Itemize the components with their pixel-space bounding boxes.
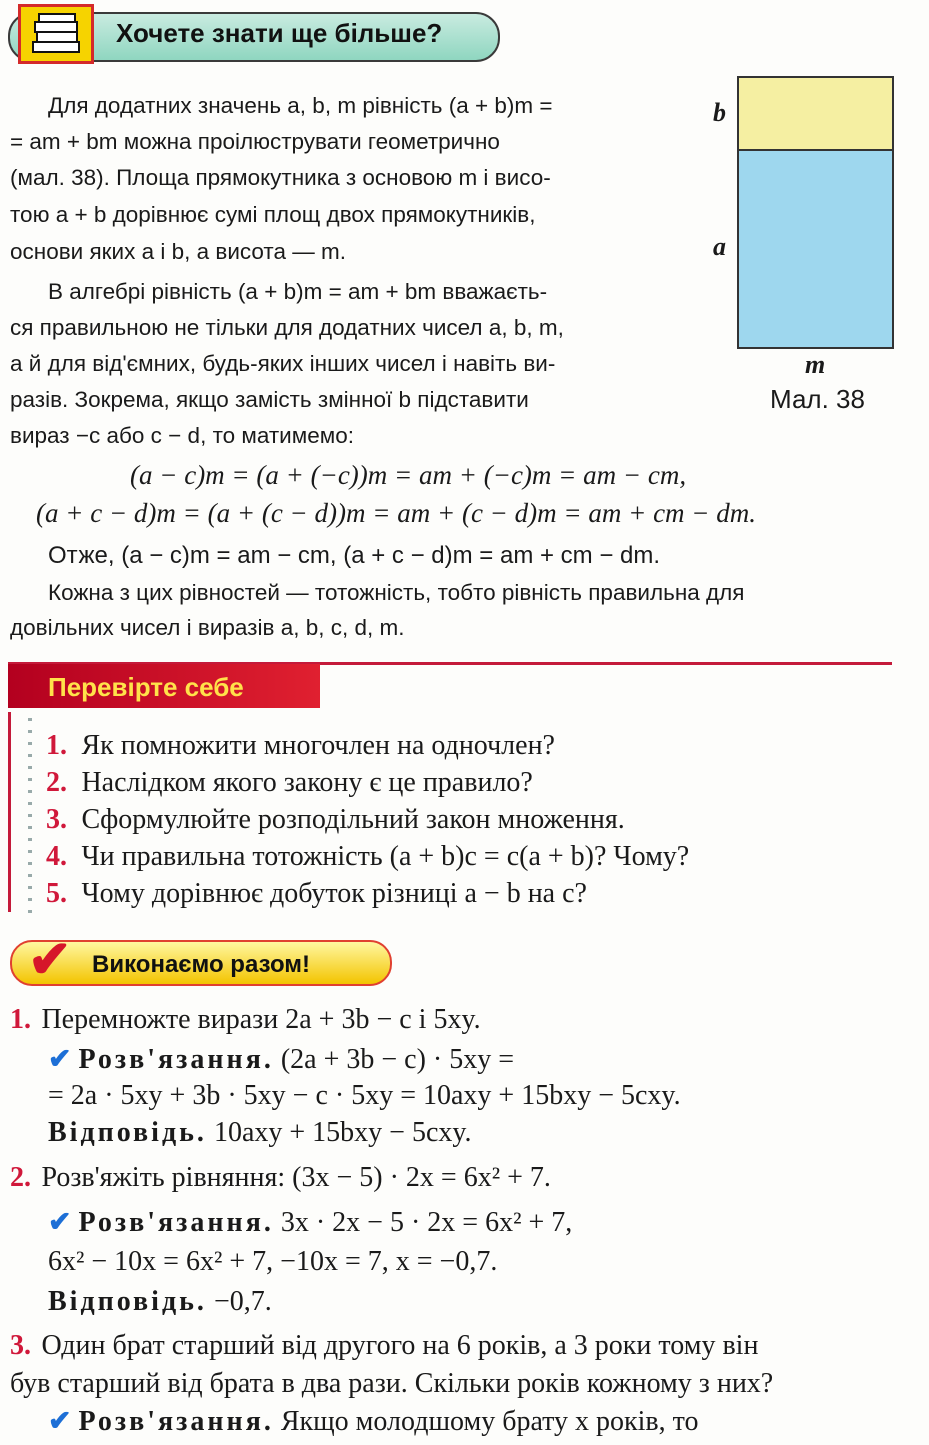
text-line: тою a + b дорівнює сумі площ двох прямокутників, xyxy=(10,202,536,227)
conclusion-line: довільних чисел і виразів a, b, c, d, m. xyxy=(10,615,405,640)
check-icon: ✔ xyxy=(48,1207,72,1238)
solution-line xyxy=(48,1404,698,1438)
solution-line: = 2a · 5xy + 3b · 5xy − c · 5xy = 10axy + 15bxy − 5cxy. xyxy=(48,1080,681,1111)
solution-label: Розв'язання. xyxy=(78,1406,274,1437)
dotted-line xyxy=(28,718,32,914)
solution-line xyxy=(48,1205,572,1239)
figure-rect-a xyxy=(737,149,894,349)
exercise-number: 2. xyxy=(10,1162,31,1193)
text-line: В алгебрі рівність (a + b)m = am + bm вважаєть- xyxy=(48,279,548,304)
question-text: Як помножити многочлен на одночлен? xyxy=(81,730,555,761)
answer-line xyxy=(48,1286,272,1318)
text-line: разів. Зокрема, якщо замість змінної b підставити xyxy=(10,387,529,412)
exercise-task: Перемножте вирази 2a + 3b − c і 5xy. xyxy=(41,1004,481,1035)
check-icon: ✔ xyxy=(48,1044,72,1075)
equation-1: (a − c)m = (a + (−c))m = am + (−c)m = am − cm, xyxy=(130,460,687,490)
exercise-2 xyxy=(10,1162,551,1194)
section-title: Хочете знати ще більше? xyxy=(116,18,443,48)
answer-label: Відповідь. xyxy=(48,1117,207,1148)
figure-rect-b xyxy=(737,76,894,151)
answer-label: Відповідь. xyxy=(48,1286,207,1317)
checkmark-icon: ✔ xyxy=(28,931,72,989)
text-line: основи яких a і b, а висота — m. xyxy=(10,239,346,264)
question-item xyxy=(46,878,587,910)
solution-label: Розв'язання. xyxy=(78,1044,274,1075)
solution-line: 6x² − 10x = 6x² + 7, −10x = 7, x = −0,7. xyxy=(48,1246,498,1277)
solution-line xyxy=(48,1042,514,1076)
question-item xyxy=(46,841,689,873)
figure-label-b: b xyxy=(713,98,726,127)
question-item xyxy=(46,804,625,836)
exercise-1 xyxy=(10,1004,481,1036)
figure-caption: Мал. 38 xyxy=(770,384,865,414)
intro-paragraph-2 xyxy=(10,274,682,464)
question-number: 5. xyxy=(46,878,67,909)
solution-text: 3x · 2x − 5 · 2x = 6x² + 7, xyxy=(280,1207,573,1238)
text-line: (мал. 38). Площа прямокутника з основою m і висо- xyxy=(10,165,551,190)
section-sidebar-line xyxy=(8,712,11,912)
solution-text: (2a + 3b − c) · 5xy = xyxy=(280,1044,515,1075)
question-item xyxy=(46,730,555,762)
equation-2: (a + c − d)m = (a + (c − d))m = am + (c − d)m = am + cm − dm. xyxy=(36,498,757,528)
question-item xyxy=(46,767,533,799)
answer-text: −0,7. xyxy=(213,1286,272,1317)
question-text: Чому дорівнює добуток різниці a − b на c? xyxy=(81,878,587,909)
exercise-number: 1. xyxy=(10,1004,31,1035)
solution-label: Розв'язання. xyxy=(78,1207,274,1238)
exercise-task: Один брат старший від другого на 6 років, а 3 роки тому він xyxy=(41,1330,759,1361)
conclusion-line: Отже, (a − c)m = am − cm, (a + c − d)m = am + cm − dm. xyxy=(48,542,661,569)
solution-text: Якщо молодшому брату x років, то xyxy=(280,1406,699,1437)
question-text: Наслідком якого закону є це правило? xyxy=(81,767,533,798)
check-icon: ✔ xyxy=(48,1406,72,1437)
question-number: 3. xyxy=(46,804,67,835)
books-icon xyxy=(18,4,94,64)
question-number: 1. xyxy=(46,730,67,761)
answer-text: 10axy + 15bxy − 5cxy. xyxy=(213,1117,472,1148)
exercise-task: Розв'яжіть рівняння: (3x − 5) · 2x = 6x² + 7. xyxy=(41,1162,551,1193)
text-line: Для додатних значень a, b, m рівність (a + b)m = xyxy=(48,93,553,118)
conclusion-line: Кожна з цих рівностей — тотожність, тобто рівність правильна для xyxy=(48,580,745,605)
question-text: Сформулюйте розподільний закон множення. xyxy=(81,804,625,835)
intro-paragraph-1 xyxy=(10,88,682,278)
figure-label-m: m xyxy=(805,350,826,379)
text-line: ся правильною не тільки для додатних чисел a, b, m, xyxy=(10,315,564,340)
answer-line xyxy=(48,1117,472,1149)
text-line: = am + bm можна проілюструвати геометрично xyxy=(10,129,500,154)
text-line: вираз −c або c − d, то матимемо: xyxy=(10,423,354,448)
exercise-3 xyxy=(10,1330,758,1362)
text-line: а й для від'ємних, будь-яких інших чисел і навіть ви- xyxy=(10,351,556,376)
check-yourself-title: Перевірте себе xyxy=(48,672,244,702)
question-text: Чи правильна тотожність (a + b)c = c(a + b)? Чому? xyxy=(81,841,690,872)
question-number: 4. xyxy=(46,841,67,872)
do-together-title: Виконаємо разом! xyxy=(92,951,311,978)
exercise-task: був старший від брата в два рази. Скільки років кожному з них? xyxy=(10,1368,774,1399)
question-number: 2. xyxy=(46,767,67,798)
figure-label-a: a xyxy=(713,232,726,261)
exercise-number: 3. xyxy=(10,1330,31,1361)
